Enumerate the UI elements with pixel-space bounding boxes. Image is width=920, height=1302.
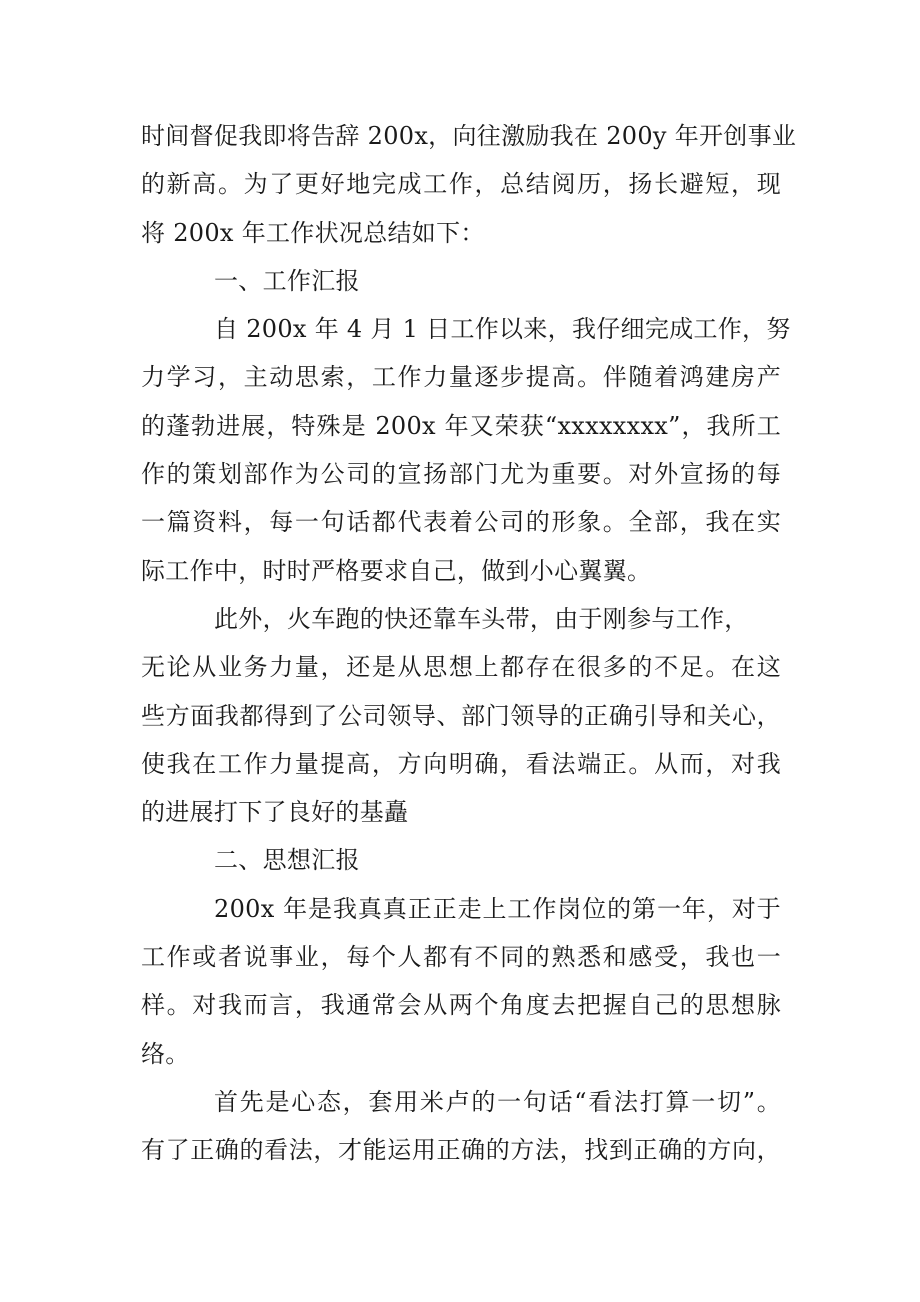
text-line: 有了正确的看法，才能运用正确的方法，找到正确的方向， bbox=[141, 1136, 781, 1165]
text-line: 200x 年是我真真正正走上工作岗位的第一年，对于 bbox=[214, 894, 781, 923]
text-line: 使我在工作力量提高，方向明确，看法端正。从而，对我 bbox=[141, 749, 781, 778]
text-line: 工作或者说事业，每个人都有不同的熟悉和感受，我也一 bbox=[141, 943, 781, 972]
text-line: 无论从业务力量，还是从思想上都存在很多的不足。在这 bbox=[141, 653, 781, 682]
text-line: 的进展打下了良好的基矗 bbox=[141, 798, 409, 827]
text-line: 些方面我都得到了公司领导、部门领导的正确引导和关心， bbox=[141, 701, 781, 730]
text-line: 的新高。为了更好地完成工作，总结阅历，扬长避短，现 bbox=[141, 170, 781, 199]
text-line: 将 200x 年工作状况总结如下： bbox=[141, 218, 485, 247]
text-line: 的蓬勃进展，特殊是 200x 年又荣获“xxxxxxxx”，我所工 bbox=[141, 411, 781, 440]
text-line: 一篇资料，每一句话都代表着公司的形象。全部，我在实 bbox=[141, 508, 781, 537]
text-line: 自 200x 年 4 月 1 日工作以来，我仔细完成工作，努 bbox=[214, 315, 791, 344]
document-body bbox=[141, 112, 797, 1175]
text-line: 时间督促我即将告辞 200x，向往激励我在 200y 年开创事业 bbox=[141, 122, 797, 150]
text-line: 力学习，主动思索，工作力量逐步提高。伴随着鸿建房产 bbox=[141, 363, 781, 392]
text-line: 络。 bbox=[141, 1039, 190, 1068]
text-line: 此外，火车跑的快还靠车头带，由于刚参与工作， bbox=[214, 604, 749, 633]
text-line: 际工作中，时时严格要求自己，做到小心翼翼。 bbox=[141, 556, 652, 585]
text-line: 首先是心态，套用米卢的一句话“看法打算一切”。 bbox=[214, 1087, 781, 1116]
text-line: 样。对我而言，我通常会从两个角度去把握自己的思想脉 bbox=[141, 991, 781, 1020]
section-heading: 一、工作汇报 bbox=[214, 266, 360, 295]
section-heading: 二、思想汇报 bbox=[214, 846, 360, 875]
text-line: 作的策划部作为公司的宣扬部门尤为重要。对外宣扬的每 bbox=[141, 460, 781, 489]
